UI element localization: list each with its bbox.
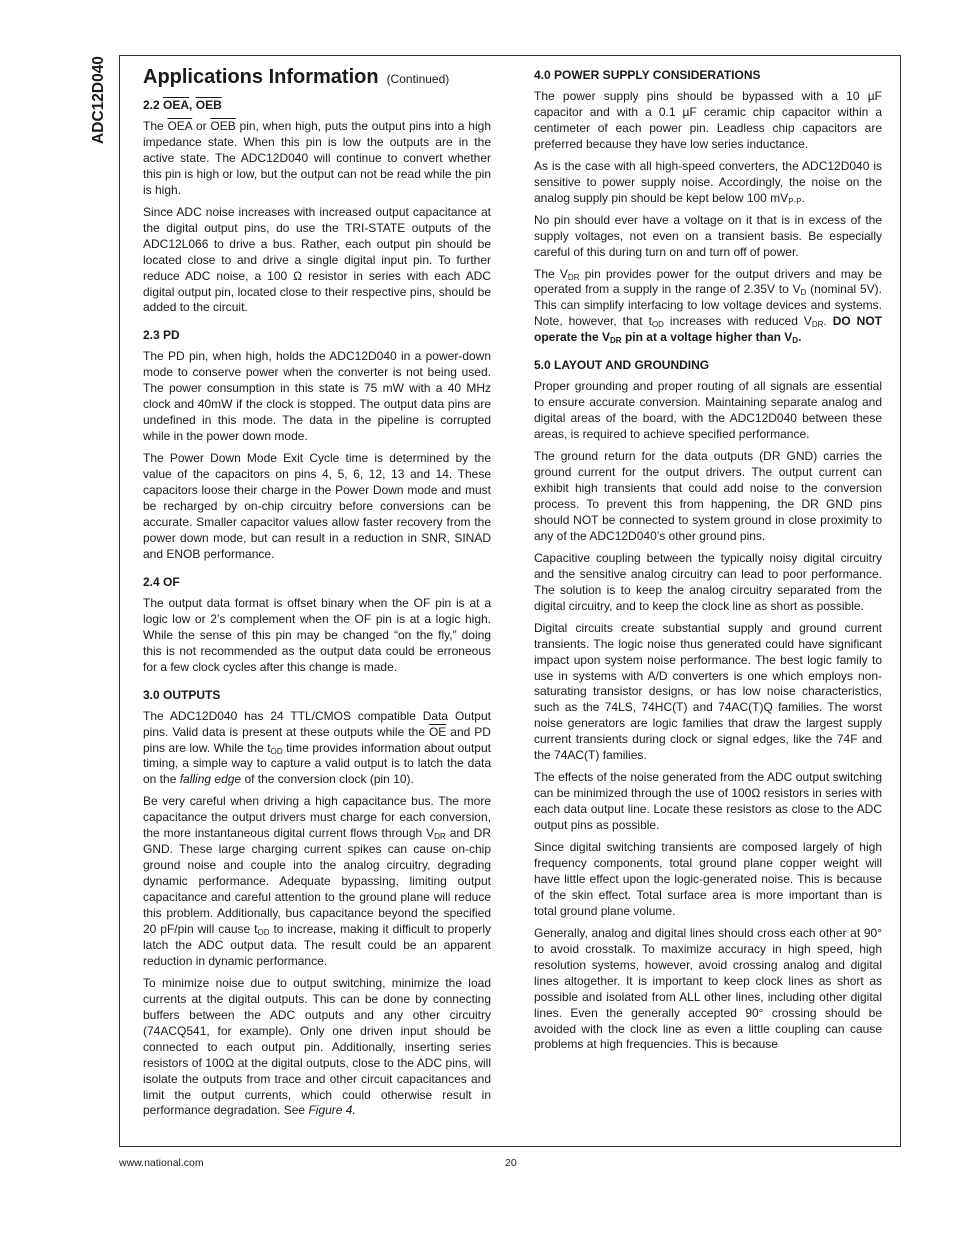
paragraph: Capacitive coupling between the typically noisy digital circuitry and the sensitive analog circuitry can lead to poor performance. The solution is to keep the analog circuitry separated from the digital circuitry, and to keep the clock line as short as possible. (534, 550, 882, 613)
figure-4-link[interactable]: Figure 4. (308, 1103, 356, 1118)
paragraph: The output data format is offset binary when the OF pin is at a logic low or 2’s complement when the OF pin is at a logic high. While the sense of this pin may be changed “on the fly,” doing this is not recommended as the output data could be erroneous for a few clock cycles after this change is made. (143, 595, 491, 674)
section-2-2 (143, 98, 491, 316)
content-frame (119, 55, 901, 1147)
paragraph: The ADC12D040 has 24 TTL/CMOS compatible Data Output pins. Valid data is present at these outputs while the $\overline{OE}$ and PD pins are low. While the $t_{OD}$ time provides information about output timing, a simple way to capture a valid output is to latch the data on the falling edge of the conversion clock (pin 10). (143, 708, 491, 787)
paragraph: As is the case with all high-speed converters, the ADC12D040 is sensitive to power supply noise. Accordingly, the noise on the analog supply pin should be kept below 100 $mV_{P-P}$. (534, 158, 882, 206)
paragraph: The PD pin, when high, holds the ADC12D040 in a power-down mode to conserve power when the converter is not being used. The power consumption in this state is 75 mW with a 40 MHz clock and 40mW if the clock is stopped. The output data pins are undefined in this mode. The data in the pipeline is corrupted while in the power down mode. (143, 349, 491, 444)
paragraph: Be very careful when driving a high capacitance bus. The more capacitance the output drivers must charge for each conversion, the more instantaneous digital current flows through $V_{DR}$ and DR GND. These large charging current spikes can cause on-chip ground noise and couple into the analog circuitry, degrading dynamic performance. Adequate bypassing, limiting output capacitance and careful attention to the ground plane will reduce this problem. Additionally, bus capacitance beyond the specified 20 pF/pin will cause $t_{OD}$ to increase, making it difficult to properly latch the ADC output data. The result could be an apparent reduction in dynamic performance. (143, 794, 492, 968)
paragraph: Proper grounding and proper routing of all signals are essential to ensure accurate conversion. Maintaining separate analog and digital areas of the board, with the ADC12D040 between these areas, is required to achieve specified performance. (534, 379, 882, 442)
paragraph: Since digital switching transients are composed largely of high frequency components, total ground plane copper weight will have little effect upon the logic-generated noise. This is because of the skin effect. Total surface area is more important than is total ground plane volume. (534, 840, 882, 918)
right-column (534, 68, 882, 1065)
section-5-0 (534, 358, 882, 1053)
section-5-0-heading: 5.0 LAYOUT AND GROUNDING (534, 358, 710, 373)
section-4-0 (534, 68, 882, 346)
paragraph: No pin should ever have a voltage on it that is in excess of the supply voltages, not even on a transient basis. Be especially careful of this during turn on and turn off of power. (534, 212, 882, 259)
paragraph: The Power Down Mode Exit Cycle time is determined by the value of the capacitors on pins 4, 5, 6, 12, 13 and 14. These capacitors loose their charge in the Power Down mode and must be recharged by on-chip circuitry before conversions can be accurate. Smaller capacitor values allow faster recovery from the power down mode, but can result in a reduction in SNR, SINAD and ENOB performance. (143, 451, 491, 561)
continued-label: (Continued) (386, 72, 450, 86)
paragraph: The $V_{DR}$ pin provides power for the output drivers and may be operated from a supply in the range of 2.35V to $V_D$ (nominal 5V). This can simplify interfacing to low voltage devices and systems. Note, however, that $t_{OD}$ increases with reduced $V_{DR}$. DO NOT operate the $V_{DR}$ pin at a voltage higher than $V_D$. (534, 266, 883, 346)
footer-page-number: 20 (505, 1157, 517, 1169)
part-number-side-label (83, 52, 115, 148)
section-4-0-heading: 4.0 POWER SUPPLY CONSIDERATIONS (534, 68, 761, 82)
section-2-4 (143, 575, 491, 676)
section-3-0-heading: 3.0 OUTPUTS (143, 687, 221, 702)
section-2-2-heading: 2.2 OEA, OEB (143, 98, 222, 112)
section-2-3 (143, 328, 491, 562)
page-title-text: Applications Information (143, 66, 379, 88)
paragraph: The power supply pins should be bypassed with a 10 µF capacitor and with a 0.1 µF ceramic chip capacitor within a centimeter of each power pin. Leadless chip capacitors are preferred because they have low series inductance. (534, 89, 882, 151)
paragraph: Generally, analog and digital lines should cross each other at 90° to avoid crosstalk. To maximize accuracy in high speed, high resolution systems, however, avoid crossing analog and digital lines altogether. It is important to keep clock lines as short as possible and isolated from ALL other lines, including other digital lines. Even the generally accepted 90° crossing should be avoided with the clock line as even a little coupling can cause problems at high frequencies. This is because (534, 925, 882, 1052)
footer-website[interactable]: www.national.com (119, 1157, 204, 1169)
paragraph: The $\overline{OEA}$ or $\overline{OEB}$ pin, when high, puts the output pins into a high impedance state. When this pin is low the outputs are in the active state. The ADC12D040 will continue to convert whether this pin is high or low, but the output can not be read while the pin is high. (143, 119, 491, 197)
paragraph: Since ADC noise increases with increased output capacitance at the digital output pins, do use the TRI-STATE outputs of the ADC12L066 to drive a bus. Rather, each output pin should be located close to and drive a single digital input pin. To further reduce ADC noise, a 100 Ω resistor in series with each ADC digital output pin, located close to their respective pins, should be added to the circuit. (143, 204, 491, 315)
paragraph: The effects of the noise generated from the ADC output switching can be minimized through the use of 100Ω resistors in series with each data output line. Locate these resistors as close to the ADC output pins as possible. (534, 770, 882, 833)
paragraph: Digital circuits create substantial supply and ground current transients. The logic noise thus generated could have significant impact upon system noise performance. The best logic family to use in systems with A/D converters is one which employs non-saturating transistor designs, or has low noise characteristics, such as the 74LS, 74HC(T) and 74AC(T)Q families. The worst noise generators are logic families that draw the largest supply current transients during clock or signal edges, like the 74F and the 74AC(T) families. (534, 620, 882, 763)
part-number: ADC12D040 (90, 56, 107, 144)
section-2-4-heading: 2.4 OF (143, 574, 180, 589)
paragraph: To minimize noise due to output switching, minimize the load currents at the digital outputs. This can be done by connecting buffers between the ADC outputs and any other circuitry (74ACQ541, for example). Only one driven input should be connected to each output pin. Additionally, inserting series resistors of 100Ω at the digital outputs, close to the ADC pins, will isolate the outputs from trace and other circuit capacitances and limit the output currents, which could otherwise result in performance degradation. See Figure 4. (143, 975, 491, 1118)
section-2-3-heading: 2.3 PD (143, 328, 180, 343)
paragraph: The ground return for the data outputs (DR GND) carries the ground current for the output drivers. The output current can exhibit high transients that could add noise to the conversion process. To prevent this from happening, the DR GND pins should NOT be connected to system ground in close proximity to any of the ADC12D040’s other ground pins. (534, 449, 882, 543)
page-title (143, 64, 491, 92)
left-column (143, 64, 491, 1131)
section-3-0 (143, 688, 491, 1120)
